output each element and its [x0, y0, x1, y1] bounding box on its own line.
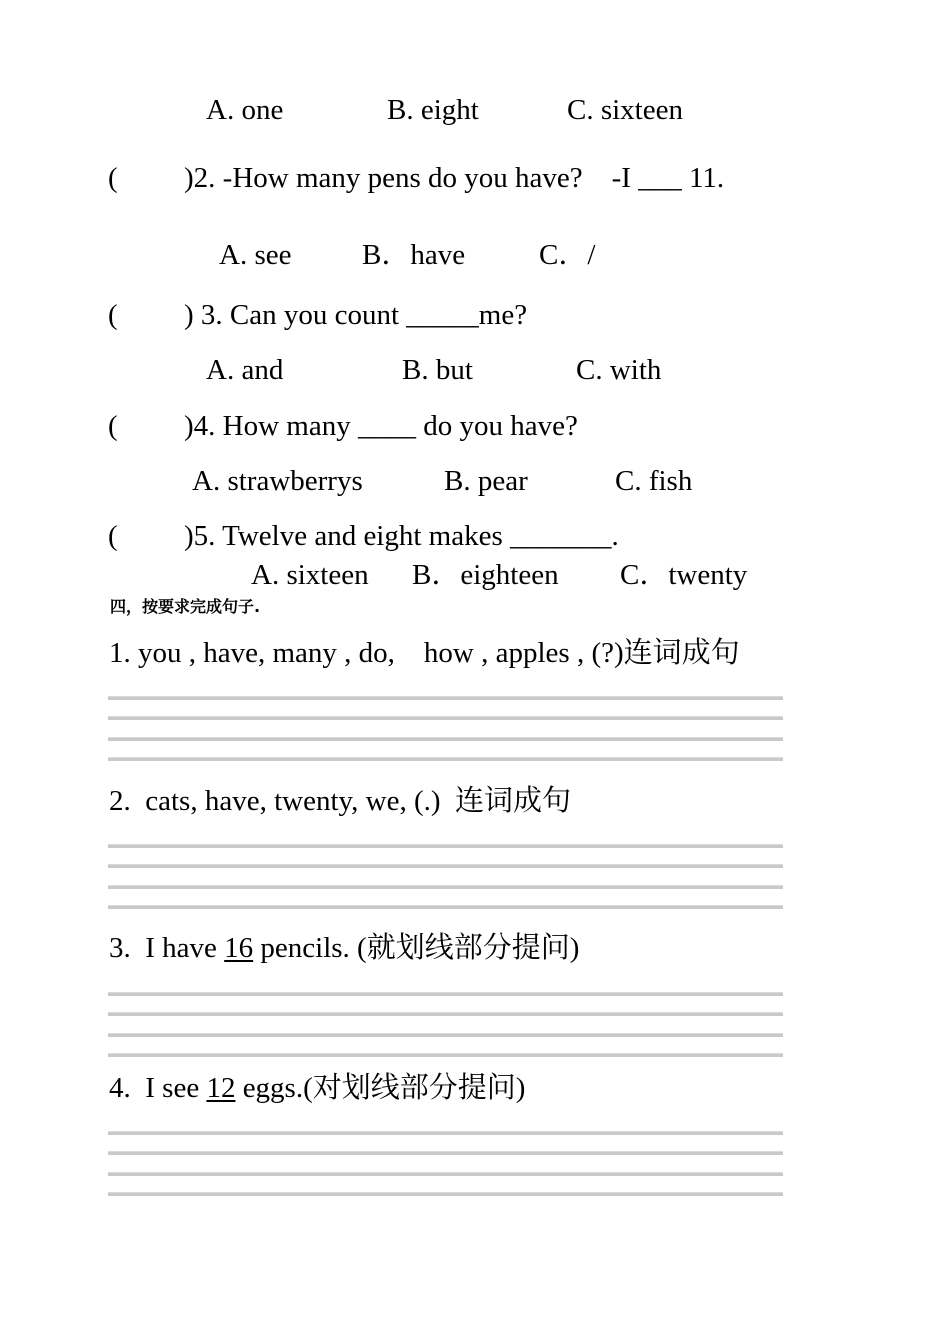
q2-option-c: C．/ [539, 239, 596, 271]
section-4-heading: 四，按要求完成句子. [110, 597, 261, 616]
q3-answer-paren: ( [108, 299, 118, 331]
q4-stem: )4. How many ____ do you have? [184, 410, 578, 442]
q3-option-c: C. with [576, 354, 662, 386]
q2-option-a: A. see [219, 239, 292, 271]
section-4-item-3 [109, 931, 579, 965]
section-4-item-2: 2. cats, have, twenty, we, (.) 连词成句 [109, 785, 572, 817]
item-3-prefix: 3. I have [109, 932, 225, 964]
q2-option-b: B．have [362, 239, 466, 271]
writing-rule [108, 992, 783, 996]
writing-rule [108, 885, 783, 889]
item-4-prefix: 4. I see [109, 1072, 207, 1104]
writing-rule [108, 1172, 783, 1176]
q3-stem: ) 3. Can you count _____me? [184, 299, 528, 331]
writing-rule [108, 1192, 783, 1196]
q2-stem: )2. -How many pens do you have? -I ___ 11. [184, 162, 725, 194]
q3-option-a: A. and [206, 354, 284, 386]
writing-lines-3[interactable] [108, 992, 783, 1056]
q3-option-b: B. but [402, 354, 473, 386]
writing-rule [108, 716, 783, 720]
q1-option-c: C. sixteen [567, 94, 683, 126]
q4-answer-paren: ( [108, 410, 118, 442]
q4-option-a: A. strawberrys [192, 465, 363, 497]
q4-option-c: C. fish [615, 465, 693, 497]
item-3-suffix: pencils. (就划线部分提问) [253, 932, 580, 964]
writing-rule [108, 757, 783, 761]
q5-option-a: A. sixteen [251, 559, 369, 591]
writing-rule [108, 905, 783, 909]
q5-option-b: B．eighteen [412, 559, 559, 591]
item-4-underlined-number: 12 [206, 1072, 236, 1104]
q5-stem: )5. Twelve and eight makes _______. [184, 520, 619, 552]
item-3-underlined-number: 16 [224, 932, 254, 964]
q1-option-a: A. one [206, 94, 284, 126]
item-4-suffix: eggs.(对划线部分提问) [235, 1072, 526, 1104]
q1-option-b: B. eight [387, 94, 479, 126]
writing-lines-4[interactable] [108, 1131, 783, 1195]
writing-rule [108, 737, 783, 741]
writing-rule [108, 864, 783, 868]
writing-rule [108, 1053, 783, 1057]
writing-rule [108, 696, 783, 700]
writing-rule [108, 1131, 783, 1135]
q4-option-b: B. pear [444, 465, 528, 497]
writing-lines-1[interactable] [108, 696, 783, 760]
q2-answer-paren: ( [108, 162, 118, 194]
writing-rule [108, 1033, 783, 1037]
writing-rule [108, 1012, 783, 1016]
section-4-item-1: 1. you , have, many , do, how , apples , (?)连词成句 [109, 637, 740, 669]
section-4-item-4 [109, 1071, 525, 1105]
writing-lines-2[interactable] [108, 844, 783, 908]
q5-option-c: C．twenty [620, 559, 748, 591]
writing-rule [108, 1151, 783, 1155]
writing-rule [108, 844, 783, 848]
q5-answer-paren: ( [108, 520, 118, 552]
